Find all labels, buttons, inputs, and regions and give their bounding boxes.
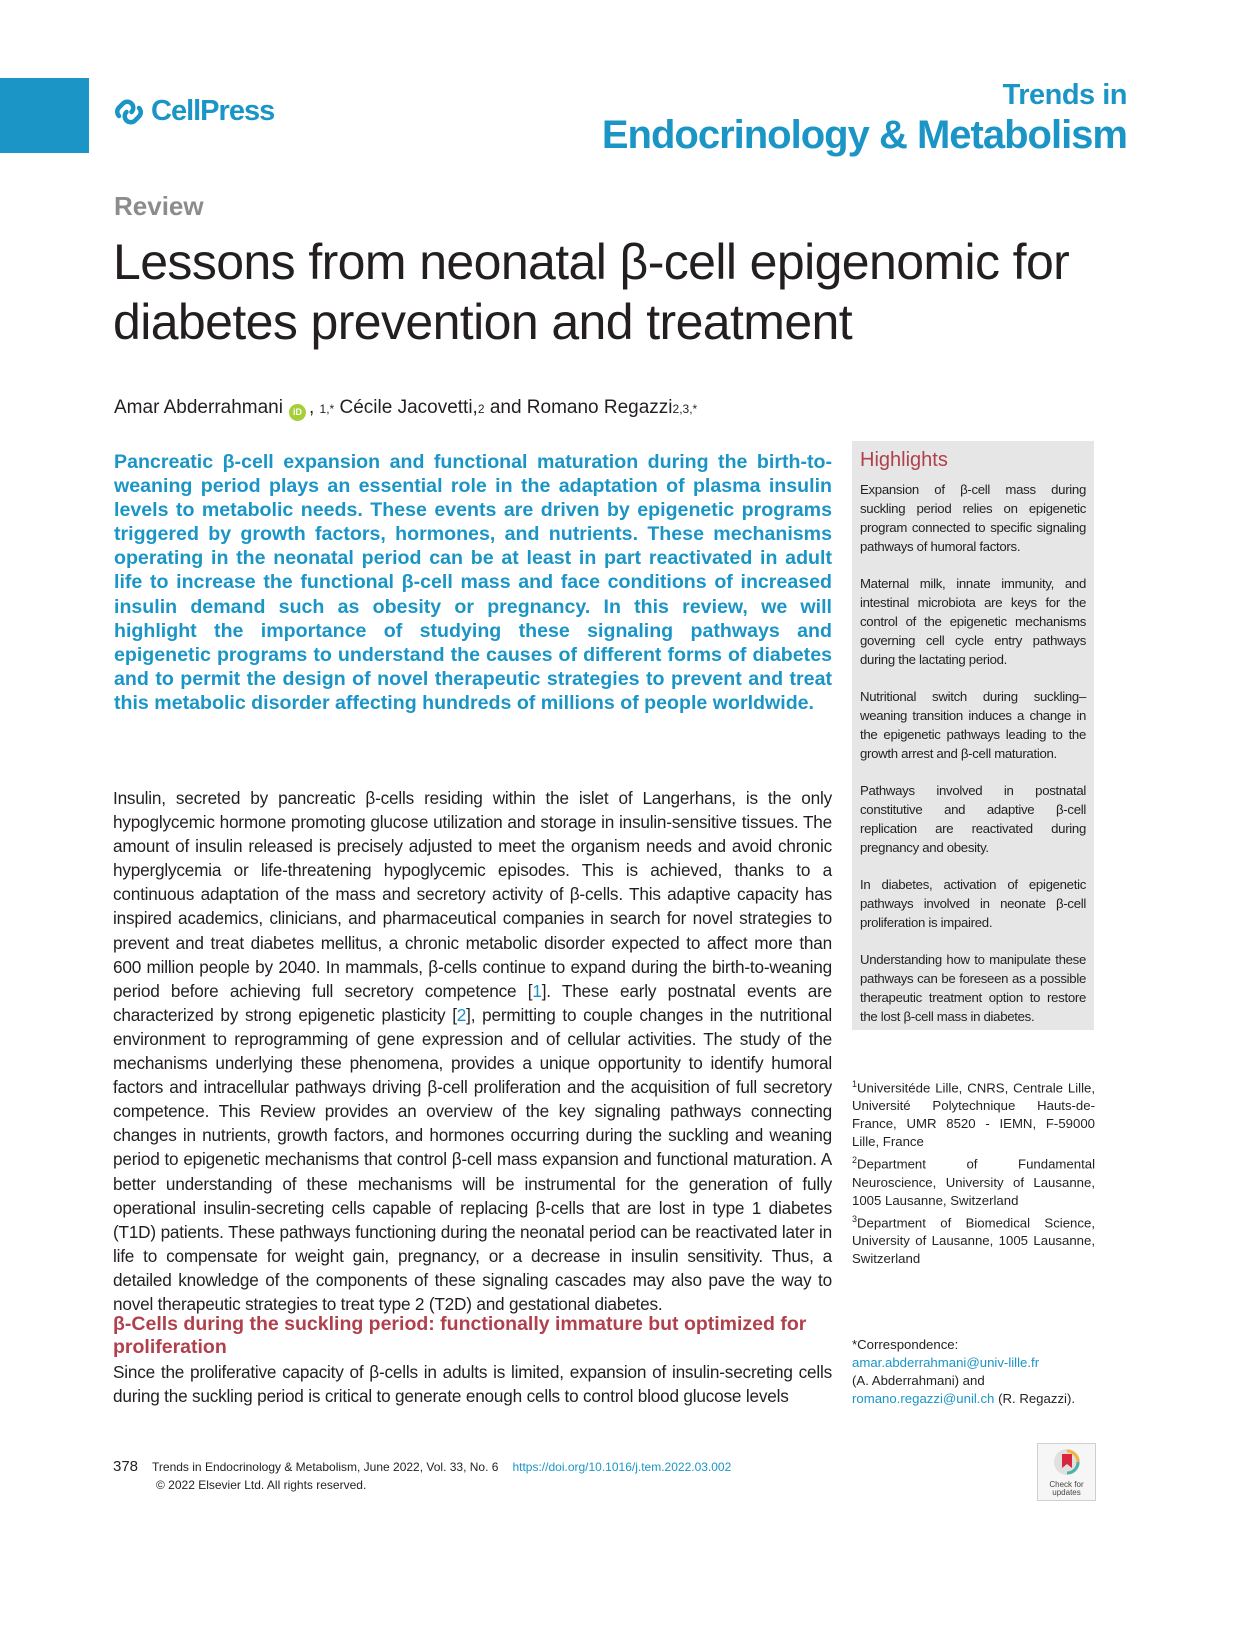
affiliation-sup: 1 bbox=[852, 1079, 858, 1089]
reference-link-2[interactable]: 2 bbox=[456, 1004, 467, 1025]
bookmark-ribbon-icon bbox=[1053, 1448, 1081, 1476]
journal-citation: Trends in Endocrinology & Metabolism, June 2022, Vol. 33, No. 6 bbox=[152, 1460, 499, 1474]
affiliation-1 bbox=[852, 1075, 1095, 1151]
journal-title bbox=[602, 78, 1127, 158]
affiliation-text: Department of Fundamental Neuroscience, University of Lausanne, 1005 Lausanne, Switzerland bbox=[852, 1156, 1095, 1208]
section-paragraph: Since the proliferative capacity of β-cells in adults is limited, expansion of insulin-secreting cells during the suckling period is critical to generate enough cells to control blood glucose levels bbox=[113, 1362, 832, 1407]
intro-paragraph bbox=[113, 786, 832, 1316]
highlight-item: Maternal milk, innate immunity, and intestinal microbiota are keys for the control of the epigenetic mechanisms governing cell cycle entry pathways during the lactating period. bbox=[860, 576, 1086, 667]
copyright: © 2022 Elsevier Ltd. All rights reserved. bbox=[156, 1478, 367, 1492]
highlights-heading: Highlights bbox=[860, 449, 948, 471]
journal-title-line2: Endocrinology & Metabolism bbox=[601, 113, 1127, 157]
article-type: Review bbox=[114, 191, 204, 221]
corner-accent-bar bbox=[0, 78, 89, 153]
highlights-box bbox=[852, 441, 1094, 1030]
author-name: and Romano Regazzi bbox=[489, 397, 673, 418]
section-heading: β-Cells during the suckling period: functionally immature but optimized for proliferation bbox=[113, 1313, 807, 1358]
affiliation-sup: 3 bbox=[852, 1213, 858, 1224]
affiliation-text: Universitéde Lille, CNRS, Centrale Lille, Université Polytechnique Hauts-de-France, UMR 8520 - IEMN, F-59000 Lille, France bbox=[852, 1080, 1095, 1150]
author-affiliation-sup: 2,3,* bbox=[672, 402, 698, 416]
intro-text-part2: ]. These early postnatal events are characterized by strong epigenetic plasticity [ bbox=[113, 980, 832, 1025]
logo-text: CellPress bbox=[151, 95, 275, 127]
page-number: 378 bbox=[113, 1458, 139, 1475]
cellpress-link-icon bbox=[113, 96, 145, 128]
email-link-1[interactable]: amar.abderrahmani@univ-lille.fr bbox=[852, 1355, 1040, 1370]
correspondence-name-1: (A. Abderrahmani) and bbox=[852, 1373, 985, 1388]
journal-title-line1: Trends in bbox=[1002, 79, 1127, 111]
highlight-item: Pathways involved in postnatal constitutive and adaptive β-cell replication are reactivated during pregnancy and obesity. bbox=[860, 783, 1086, 855]
affiliation-3 bbox=[852, 1210, 1095, 1268]
highlight-item: Nutritional switch during suckling–weaning transition induces a change in the epigenetic pathways leading to the growth arrest and β-cell maturation. bbox=[860, 689, 1086, 761]
affiliations bbox=[852, 1075, 1095, 1268]
author-name: Cécile Jacovetti, bbox=[339, 397, 478, 418]
author-name: Amar Abderrahmani bbox=[114, 397, 283, 418]
highlight-item: In diabetes, activation of epigenetic pathways involved in neonate β-cell proliferation is impaired. bbox=[860, 877, 1086, 930]
affiliation-2 bbox=[852, 1151, 1095, 1209]
reference-link-1[interactable]: 1 bbox=[532, 980, 542, 1001]
cellpress-logo[interactable] bbox=[113, 95, 274, 128]
article-title: Lessons from neonatal β-cell epigenomic for diabetes prevention and treatment bbox=[113, 234, 1070, 350]
author-affiliation-sup: 2 bbox=[477, 402, 485, 416]
email-link-2[interactable]: romano.regazzi@unil.ch bbox=[852, 1391, 995, 1406]
check-for-updates-label: Check for updates bbox=[1049, 1480, 1084, 1497]
check-for-updates-button[interactable] bbox=[1037, 1443, 1096, 1501]
author-affiliation-sup: 1,* bbox=[319, 402, 335, 416]
page-footer bbox=[113, 1458, 731, 1494]
author-list: Amar Abderrahmani iD , 1,* Cécile Jacovetti, 2 and Romano Regazzi 2,3,* bbox=[114, 397, 697, 419]
affiliation-text: Department of Biomedical Science, University of Lausanne, 1005 Lausanne, Switzerland bbox=[852, 1215, 1095, 1267]
doi-link[interactable]: https://doi.org/10.1016/j.tem.2022.03.002 bbox=[512, 1460, 732, 1474]
intro-text-part3: ], permitting to couple changes in the nutritional environment to reprogramming of gene expression and of cellular activities. The study of the mechanisms underlying these phenomena, provides a unique opportunity to identify humoral factors and intracellular pathways driving β-cell proliferation and the acquisition of full secretory competence. This Review provides an overview of the key signaling pathways connecting changes in nutrients, growth factors, and hormones occurring during the suckling and weaning period to epigenetic mechanisms that control β-cell mass expansion and functional maturation. A better understanding of these mechanisms will be instrumental for the generation of fully operational insulin-secreting cells capable of replacing β-cells that are lost in type 1 diabetes (T1D) patients. These pathways functioning during the neonatal period can be reactivated later in life to compensate for weight gain, pregnancy, or a decrease in insulin sensitivity. Thus, a detailed knowledge of the components of these signaling cascades may also pave the way to novel therapeutic strategies to treat type 2 (T2D) and gestational diabetes. bbox=[113, 1004, 832, 1314]
orcid-icon[interactable]: iD bbox=[289, 404, 306, 421]
highlight-item: Expansion of β-cell mass during suckling period relies on epigenetic program connected to specific signaling pathways of humoral factors. bbox=[860, 482, 1086, 554]
abstract: Pancreatic β-cell expansion and functional maturation during the birth-to-weaning period plays an essential role in the adaptation of plasma insulin levels to metabolic needs. These events are driven by epigenetic programs triggered by growth factors, hormones, and nutrients. These mechanisms operating in the neonatal period can be at least in part reactivated in adult life to increase the functional β-cell mass and face conditions of increased insulin demand such as obesity or pregnancy. In this review, we will highlight the importance of studying these signaling pathways and epigenetic programs to understand the causes of different forms of diabetes and to permit the design of novel therapeutic strategies to prevent and treat this metabolic disorder affecting hundreds of millions of people worldwide. bbox=[114, 451, 832, 714]
affiliation-sup: 2 bbox=[852, 1155, 858, 1166]
intro-text-part1: Insulin, secreted by pancreatic β-cells residing within the islet of Langerhans, is the only hypoglycemic hormone promoting glucose utilization and storage in insulin-sensitive tissues. The amount of insulin released is precisely adjusted to meet the organism needs and avoid chronic hyperglycemia or life-threatening hypoglycemic episodes. This is achieved, thanks to a continuous adaptation of the mass and secretory activity of β-cells. This adaptive capacity has inspired academics, clinicians, and pharmaceutical companies in search for novel strategies to prevent and treat diabetes mellitus, a chronic metabolic disorder expected to affect more than 600 million people by 2040. In mammals, β-cells continue to expand during the birth-to-weaning period before achieving full secretory competence [ bbox=[113, 788, 832, 1001]
correspondence-label: *Correspondence: bbox=[852, 1337, 959, 1352]
correspondence-name-2: (R. Regazzi). bbox=[998, 1391, 1076, 1406]
correspondence bbox=[852, 1336, 1095, 1408]
highlight-item: Understanding how to manipulate these pathways can be foreseen as a possible therapeutic treatment option to restore the lost β-cell mass in diabetes. bbox=[860, 952, 1086, 1024]
